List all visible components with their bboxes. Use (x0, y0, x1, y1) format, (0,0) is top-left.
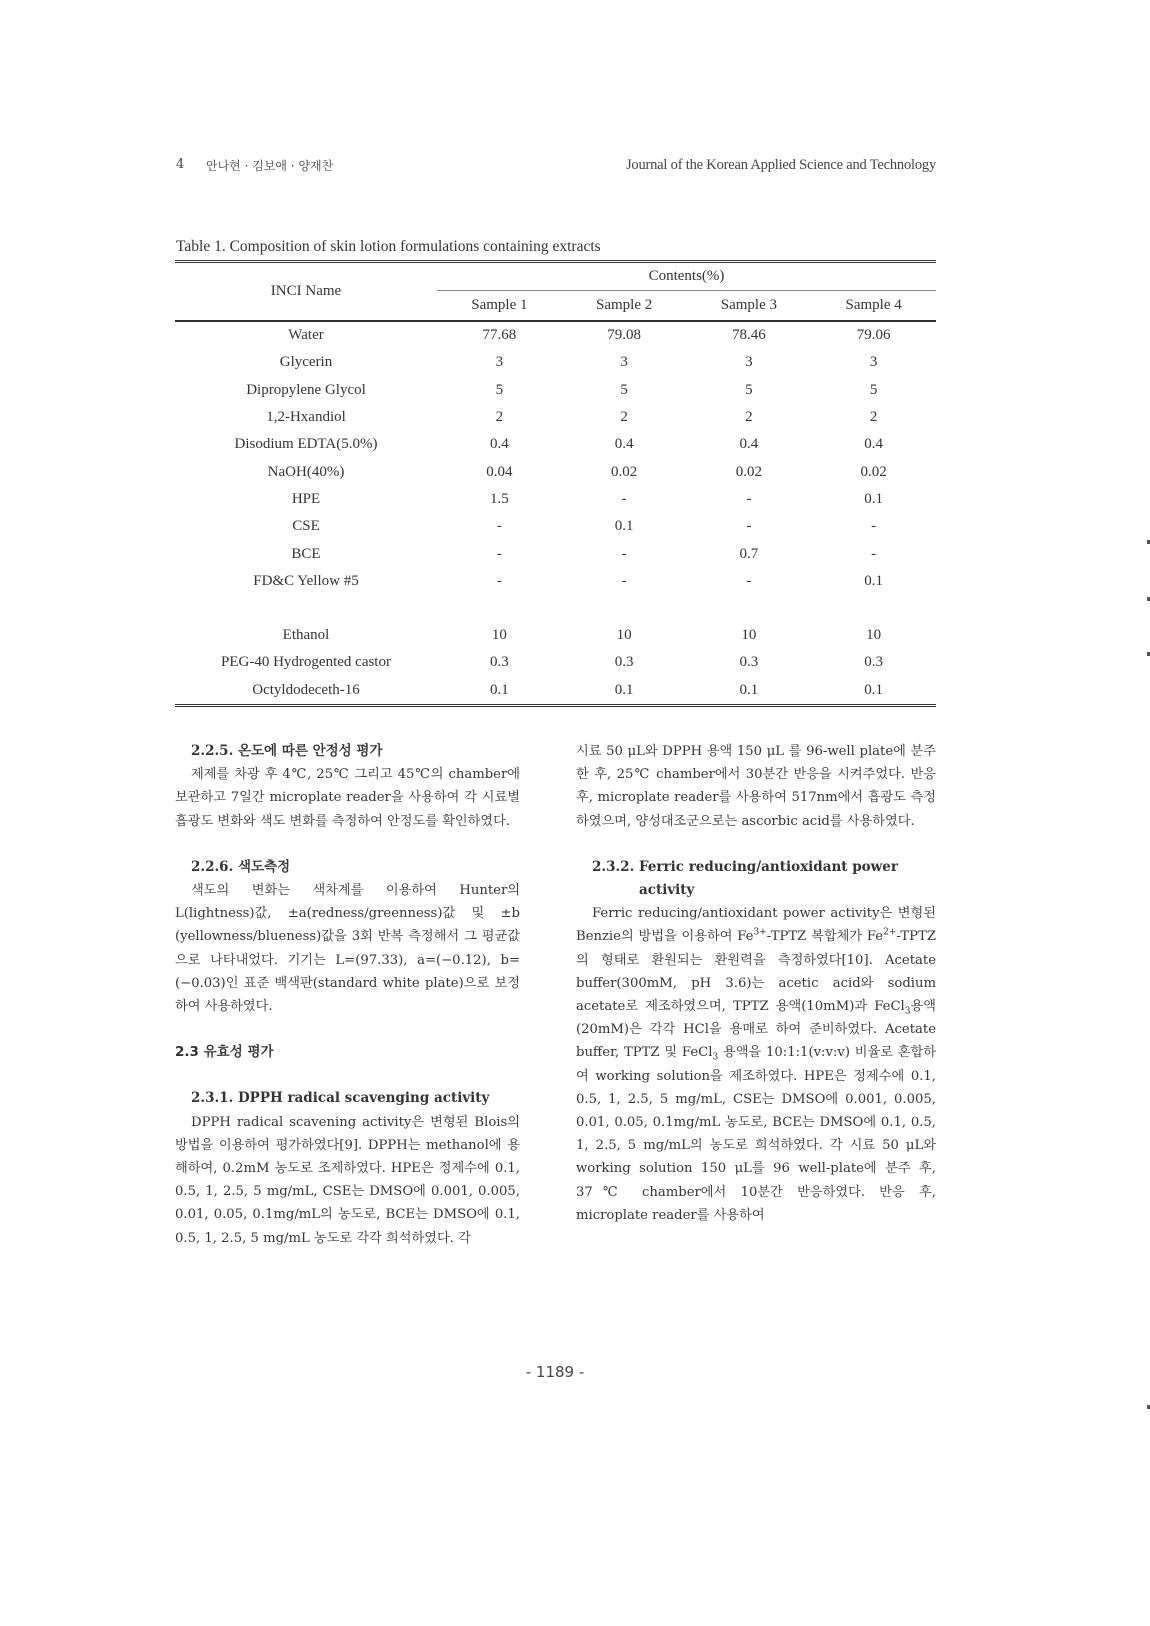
table-row (175, 622, 936, 649)
table-cell: 5 (495, 381, 504, 398)
table-cell: 10 (741, 627, 757, 644)
table-cell: 5 (745, 381, 753, 398)
table-cell: - (496, 572, 502, 589)
table-cell: - (746, 490, 752, 507)
table-cell: 0.3 (490, 654, 509, 671)
running-header (176, 157, 936, 179)
section-heading-2-3-1: 2.3.1. DPPH radical scavenging activity (191, 1090, 490, 1107)
table-cell: - (496, 518, 502, 535)
table-cell: - (621, 545, 627, 562)
table-cell: 2 (495, 409, 504, 426)
table-cell: 0.4 (490, 436, 509, 453)
column-header-sample-4: Sample 4 (811, 291, 936, 322)
table-cell: 0.1 (687, 677, 812, 706)
table-cell: 10 (866, 627, 882, 644)
table-cell: 5 (620, 381, 628, 398)
table-row (175, 321, 936, 349)
table-cell: 0.02 (860, 463, 887, 480)
header-authors: 안나현 · 김보애 · 양재찬 (206, 159, 334, 173)
table-cell: 0.1 (562, 677, 687, 706)
table-cell: - (746, 572, 752, 589)
table-cell: 0.3 (864, 654, 883, 671)
table-cell: 0.3 (614, 654, 634, 671)
table-cell: 0.7 (739, 545, 759, 562)
header-page-number: 4 (176, 157, 185, 172)
table-cell: - (496, 545, 502, 562)
table-cell: 0.1 (437, 677, 562, 706)
column-header-sample-2: Sample 2 (562, 291, 687, 322)
table-cell: - (871, 545, 877, 562)
left-text-column (175, 740, 520, 1250)
section-body-2-3-1-continued: 시료 50 μL와 DPPH 용액 150 μL 를 96-well plate에 분주한 후, 25℃ chamber에서 30분간 반응을 시켜주었다. 반응 후, microplate reader를 사용하여 517nm에서 흡광도 측정하였으며, 양성대조군으로는 ascorbic acid를 사용하였다. (576, 744, 936, 829)
table-cell: - (621, 490, 627, 507)
ingredient-name: BCE (291, 545, 321, 562)
ingredient-name: HPE (291, 490, 321, 507)
section-heading-2-2-6: 2.2.6. 색도측정 (191, 858, 291, 875)
table-row (175, 486, 936, 513)
table-cell: 5 (869, 381, 878, 398)
table-row (175, 431, 936, 458)
table-cell: 2 (745, 409, 753, 426)
column-header-inci-name: INCI Name (175, 262, 437, 322)
table-cell: - (621, 572, 627, 589)
ingredient-name: FD&C Yellow #5 (253, 572, 359, 589)
table-cell: 3 (869, 354, 878, 371)
table-cell: 3 (745, 354, 753, 371)
table-cell: 0.02 (735, 463, 762, 480)
table-cell: 78.46 (732, 327, 766, 344)
table-row (175, 513, 936, 540)
section-body-2-2-6: 색도의 변화는 색차계를 이용하여 Hunter의 L(lightness)값, ±a(redness/greenness)값 및 ±b (yellowness/blueness)값을 3회 반복 측정해서 그 평균값으로 나타내었다. 기기는 L=(97.33), a=(−0.12), b=(−0.03)인 표준 백색판(standard white plate)으로 보정하여 사용하였다. (175, 883, 520, 1015)
section-heading-2-3: 2.3 유효성 평가 (175, 1044, 274, 1061)
table-row (175, 649, 936, 676)
section-body-2-3-1: DPPH radical scavening activity은 변형된 Blois의 방법을 이용하여 평가하였다[9]. DPPH는 methanol에 용해하여, 0.2mM 농도로 조제하였다. HPE은 정제수에 0.1, 0.5, 1, 2.5, 5 mg/mL, CSE는 DMSO에 0.001, 0.005, 0.01, 0.05, 0.1mg/mL의 농도로, BCE는 DMSO에 0.1, 0.5, 1, 2.5, 5 mg/mL 농도로 각각 희석하였다. 각 (175, 1114, 520, 1246)
table-cell: 2 (869, 409, 878, 426)
table-spacer-row (175, 595, 936, 622)
table-cell: 0.4 (739, 436, 759, 453)
table-cell: 0.1 (864, 572, 883, 589)
ingredient-name: Dipropylene Glycol (246, 381, 366, 398)
table-cell: 77.68 (482, 327, 517, 344)
table-cell: 0.02 (611, 463, 638, 480)
ingredient-name: NaOH(40%) (267, 463, 345, 480)
table-cell: - (746, 518, 752, 535)
table-cell: 0.4 (614, 436, 634, 453)
table-cell: 0.4 (864, 436, 883, 453)
column-header-sample-3: Sample 3 (687, 291, 812, 322)
table-caption: Table 1. Composition of skin lotion formulations containing extracts (176, 238, 601, 255)
table-cell: 79.06 (856, 327, 891, 344)
table-cell: 0.3 (739, 654, 759, 671)
table-row (175, 404, 936, 431)
header-journal-title: Journal of the Korean Applied Science and Technology (625, 157, 936, 173)
table-row (175, 458, 936, 485)
table-cell: 10 (616, 627, 632, 644)
table-cell: 0.1 (864, 490, 883, 507)
column-header-sample-1: Sample 1 (437, 291, 562, 322)
table-row (175, 349, 936, 376)
section-heading-2-3-2: 2.3.2. Ferric reducing/antioxidant power activity (592, 858, 898, 899)
column-header-contents: Contents(%) (437, 262, 936, 291)
section-heading-2-2-5: 2.2.5. 온도에 따른 안정성 평가 (191, 743, 383, 759)
table-cell: 0.1 (614, 518, 634, 535)
ingredient-name: Octyldodeceth-16 (175, 677, 437, 706)
ingredient-name: PEG-40 Hydrogented castor (221, 654, 391, 671)
table-row (175, 377, 936, 404)
table-cell: 0.1 (811, 677, 936, 706)
section-body-2-3-2: Ferric reducing/antioxidant power activity은 변형된 Benzie의 방법을 이용하여 $Fe^{3+}$-TPTZ 복합체가 $Fe^{2+}$-TPTZ의 형태로 환원되는 환원력을 측정하였다[10]. Acetate buffer(300mM, pH 3.6)는 acetic acid와 sodium acetate로 제조하였으며, TPTZ 용액(10mM)과 FeCl$_3$용액(20mM)은 각각 HCl을 용매로 하여 준비하였다. Acetate buffer, TPTZ 및 FeCl$_3$ 용액을 10:1:1(v:v:v) 비율로 혼합하여 working solution을 제조하였다. HPE은 정제수에 0.1, 0.5, 1, 2.5, 5 mg/mL, CSE는 DMSO에 0.001, 0.005, 0.01, 0.05, 0.1mg/mL 농도로, BCE는 DMSO에 0.1, 0.5, 1, 2.5, 5 mg/mL의 농도로 희석하였다. 각 시료 50 μL와 working solution 150 μL를 96 well-plate에 분주 후, 37℃ chamber에서 10분간 반응하였다. 반응 후, microplate reader를 사용하여 (576, 906, 937, 1223)
ingredient-name: Water (288, 327, 324, 344)
table-cell: 79.08 (607, 327, 641, 344)
page-footer-number: - 1189 - (525, 1363, 585, 1381)
ingredient-name: Ethanol (282, 627, 330, 644)
table-cell: 10 (491, 627, 507, 644)
table-cell: - (871, 518, 877, 535)
table-row (175, 568, 936, 595)
table-cell: 3 (620, 354, 628, 371)
table-row (175, 677, 936, 706)
table-cell: 3 (495, 354, 504, 371)
ingredient-name: 1,2-Hxandiol (266, 409, 346, 426)
composition-table (175, 260, 936, 707)
table-row (175, 540, 936, 567)
ingredient-name: Disodium EDTA(5.0%) (234, 436, 378, 453)
ingredient-name: CSE (292, 518, 320, 535)
section-body-2-2-5: 제제를 차광 후 4℃, 25℃ 그리고 45℃의 chamber에 보관하고 7일간 microplate reader을 사용하여 각 시료별 흡광도 변화와 색도 변화를 측정하여 안정도를 확인하였다. (175, 767, 520, 829)
ingredient-name: Glycerin (279, 354, 333, 371)
table-cell: 1.5 (490, 490, 509, 507)
right-text-column (576, 740, 936, 1227)
table-cell: 0.04 (486, 463, 513, 480)
table-cell: 2 (620, 409, 628, 426)
